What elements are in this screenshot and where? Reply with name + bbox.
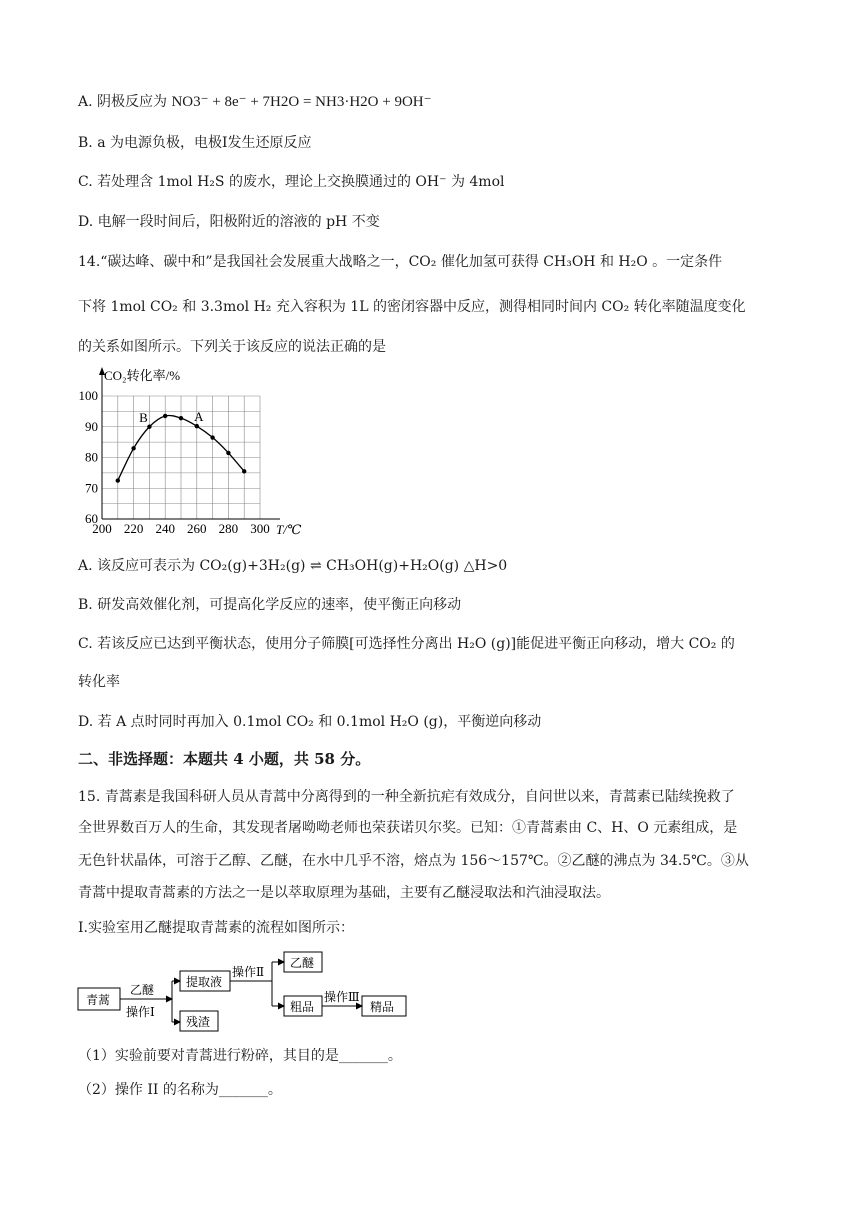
q13-option-a-equation: NO3⁻ + 8e⁻ + 7H2O = NH3·H2O + 9OH⁻ — [171, 94, 432, 110]
co2-conversion-chart — [76, 364, 316, 539]
q15-sub2: （2）操作 II 的名称为_______。 — [78, 1082, 282, 1098]
q15-line2: 全世界数百万人的生命，其发现者屠呦呦老师也荣获诺贝尔奖。已知：①青蒿素由 C、H、O 元素组成，是 — [78, 820, 738, 836]
q14-option-d: D. 若 A 点时同时再加入 0.1mol CO₂ 和 0.1mol H₂O (g)，平衡逆向移动 — [78, 714, 542, 730]
chart-xlabel: T/℃ — [276, 522, 302, 537]
op2-label: 操作Ⅱ — [232, 965, 265, 979]
q14-option-b: B. 研发高效催化剂，可提高化学反应的速率，使平衡正向移动 — [78, 597, 462, 613]
extraction-flow-diagram — [76, 948, 416, 1034]
op3-label: 操作Ⅲ — [324, 990, 360, 1004]
reagent-yimi: 乙醚 — [130, 983, 155, 997]
q14-stem-line1: 14.“碳达峰、碳中和”是我国社会发展重大战略之一，CO₂ 催化加氢可获得 CH₃OH 和 H₂O 。一定条件 — [78, 254, 723, 270]
data-point — [226, 451, 230, 455]
box-jingpin-label: 精品 — [370, 1000, 395, 1014]
box-qinghao-label: 青蒿 — [86, 993, 111, 1007]
q14-option-c-line2: 转化率 — [78, 674, 120, 690]
data-point — [242, 469, 246, 473]
annotation-a: A — [194, 409, 204, 425]
q13-option-a-prefix: A. 阴极反应为 — [78, 94, 168, 110]
y-tick-label: 80 — [85, 449, 98, 465]
q15-line1: 15. 青蒿素是我国科研人员从青蒿中分离得到的一种全新抗疟有效成分，自问世以来，青蒿素已陆续挽救了 — [78, 789, 735, 805]
q13-option-b: B. a 为电源负极，电极Ⅰ发生还原反应 — [78, 135, 312, 151]
data-point — [147, 425, 151, 429]
data-point — [131, 446, 135, 450]
y-tick-label: 90 — [85, 418, 98, 434]
y-tick-label: 70 — [85, 480, 98, 496]
q13-option-a — [78, 92, 432, 112]
x-tick-label: 280 — [218, 521, 239, 536]
data-point — [210, 435, 214, 439]
data-point — [163, 414, 167, 418]
q13-option-c: C. 若处理含 1mol H₂S 的废水，理论上交换膜通过的 OH⁻ 为 4mol — [78, 174, 505, 190]
x-tick-label: 200 — [92, 521, 112, 536]
x-tick-label: 300 — [250, 521, 270, 536]
y-tick-label: 100 — [78, 388, 98, 403]
x-tick-label: 260 — [187, 521, 207, 536]
annotation-b: B — [139, 409, 148, 425]
chart-ylabel: CO₂转化率/% — [104, 368, 181, 383]
box-tiquye-label: 提取液 — [186, 975, 223, 989]
op1-label: 操作Ⅰ — [126, 1005, 155, 1019]
q14-stem-line2: 下将 1mol CO₂ 和 3.3mol H₂ 充入容积为 1L 的密闭容器中反应，测得相同时间内 CO₂ 转化率随温度变化 — [78, 299, 746, 315]
q13-option-d: D. 电解一段时间后，阳极附近的溶液的 pH 不变 — [78, 214, 380, 230]
q15-sub1: （1）实验前要对青蒿进行粉碎，其目的是_______。 — [78, 1048, 402, 1064]
box-canzha-label: 残渣 — [186, 1015, 211, 1029]
y-tick-label: 60 — [85, 511, 98, 526]
data-point — [116, 478, 120, 482]
data-point — [195, 424, 199, 428]
q15-line4: 青蒿中提取青蒿素的方法之一是以萃取原理为基础，主要有乙醚浸取法和汽油浸取法。 — [78, 885, 610, 901]
q14-option-a: A. 该反应可表示为 CO₂(g)+3H₂(g) ⇌ CH₃OH(g)+H₂O(g) △H>0 — [78, 558, 508, 574]
q14-stem-line3: 的关系如图所示。下列关于该反应的说法正确的是 — [78, 339, 386, 355]
q15-line3: 无色针状晶体，可溶于乙醇、乙醚，在水中几乎不溶，熔点为 156～157℃。②乙醚的沸点为 34.5℃。③从 — [78, 853, 749, 869]
x-tick-label: 240 — [155, 521, 175, 536]
section-heading: 二、非选择题：本题共 4 小题，共 58 分。 — [78, 750, 371, 768]
box-yimi-out-label: 乙醚 — [290, 956, 315, 970]
x-tick-label: 220 — [123, 521, 144, 536]
box-cupin-label: 粗品 — [290, 1000, 315, 1014]
data-point — [179, 416, 183, 420]
q14-option-c-line1: C. 若该反应已达到平衡状态，使用分子筛膜[可选择性分离出 H₂O (g)]能促进平衡正向移动，增大 CO₂ 的 — [78, 636, 735, 652]
q15-line5: I.实验室用乙醚提取青蒿素的流程如图所示： — [78, 920, 354, 936]
